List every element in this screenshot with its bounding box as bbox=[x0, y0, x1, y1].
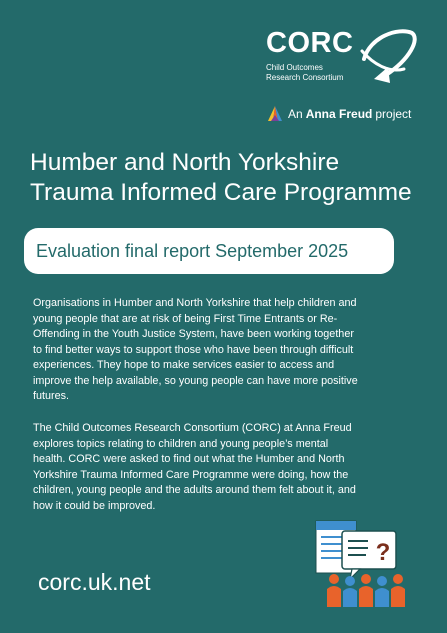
intro-line: experiences. They hope to make services easier to access and bbox=[33, 359, 335, 371]
intro-line: futures. bbox=[33, 390, 70, 402]
affiliation-name: Anna Freud bbox=[305, 107, 373, 121]
intro-line: Organisations in Humber and North Yorkshire that help children and bbox=[33, 297, 357, 309]
survey-people-question-icon bbox=[312, 515, 412, 611]
corc-swoosh-arrow-icon bbox=[360, 25, 420, 87]
corc-paragraph bbox=[33, 421, 413, 514]
intro-line: improve the help available, so young people can have more positive bbox=[33, 374, 358, 387]
report-title bbox=[30, 148, 412, 208]
question-mark-symbol: ? bbox=[375, 539, 391, 566]
report-title-line1: Humber and North Yorkshire bbox=[30, 149, 340, 176]
corc-line: how it could be improved. bbox=[33, 499, 156, 512]
corc-line: Yorkshire Trauma Informed Care Programme were doing, how the bbox=[33, 468, 349, 481]
corc-line: health. CORC were asked to find out what the Humber and North bbox=[33, 453, 345, 465]
corc-subtitle-line1: Child Outcomes bbox=[266, 63, 323, 72]
affiliation-suffix: project bbox=[375, 107, 412, 121]
anna-freud-affiliation bbox=[267, 104, 411, 124]
intro-paragraph bbox=[33, 296, 413, 405]
corc-line: explores topics relating to children and young people’s mental bbox=[33, 437, 329, 450]
corc-line: The Child Outcomes Research Consortium (CORC) at Anna Freud bbox=[33, 422, 352, 434]
website-url[interactable]: corc.uk.net bbox=[38, 569, 151, 595]
corc-subtitle bbox=[266, 63, 343, 83]
intro-line: to find better ways to support those who have been through difficult bbox=[33, 343, 354, 356]
affiliation-prefix: An bbox=[288, 107, 303, 121]
corc-subtitle-line2: Research Consortium bbox=[266, 73, 344, 82]
anna-freud-triangle-logo-icon bbox=[267, 105, 283, 123]
report-subtitle-banner bbox=[24, 228, 394, 274]
corc-logo bbox=[262, 25, 422, 95]
intro-line: young people that are at risk of being First Time Entrants or Re- bbox=[33, 312, 338, 325]
intro-line: Offending in the Youth Justice System, have been working together bbox=[33, 328, 354, 340]
report-title-line2: Trauma Informed Care Programme bbox=[30, 179, 412, 206]
report-subtitle-text: Evaluation final report September 2025 bbox=[36, 240, 349, 261]
corc-line: children, young people and the adults around them felt about it, and bbox=[33, 484, 356, 496]
corc-brand-text: CORC bbox=[266, 27, 354, 59]
